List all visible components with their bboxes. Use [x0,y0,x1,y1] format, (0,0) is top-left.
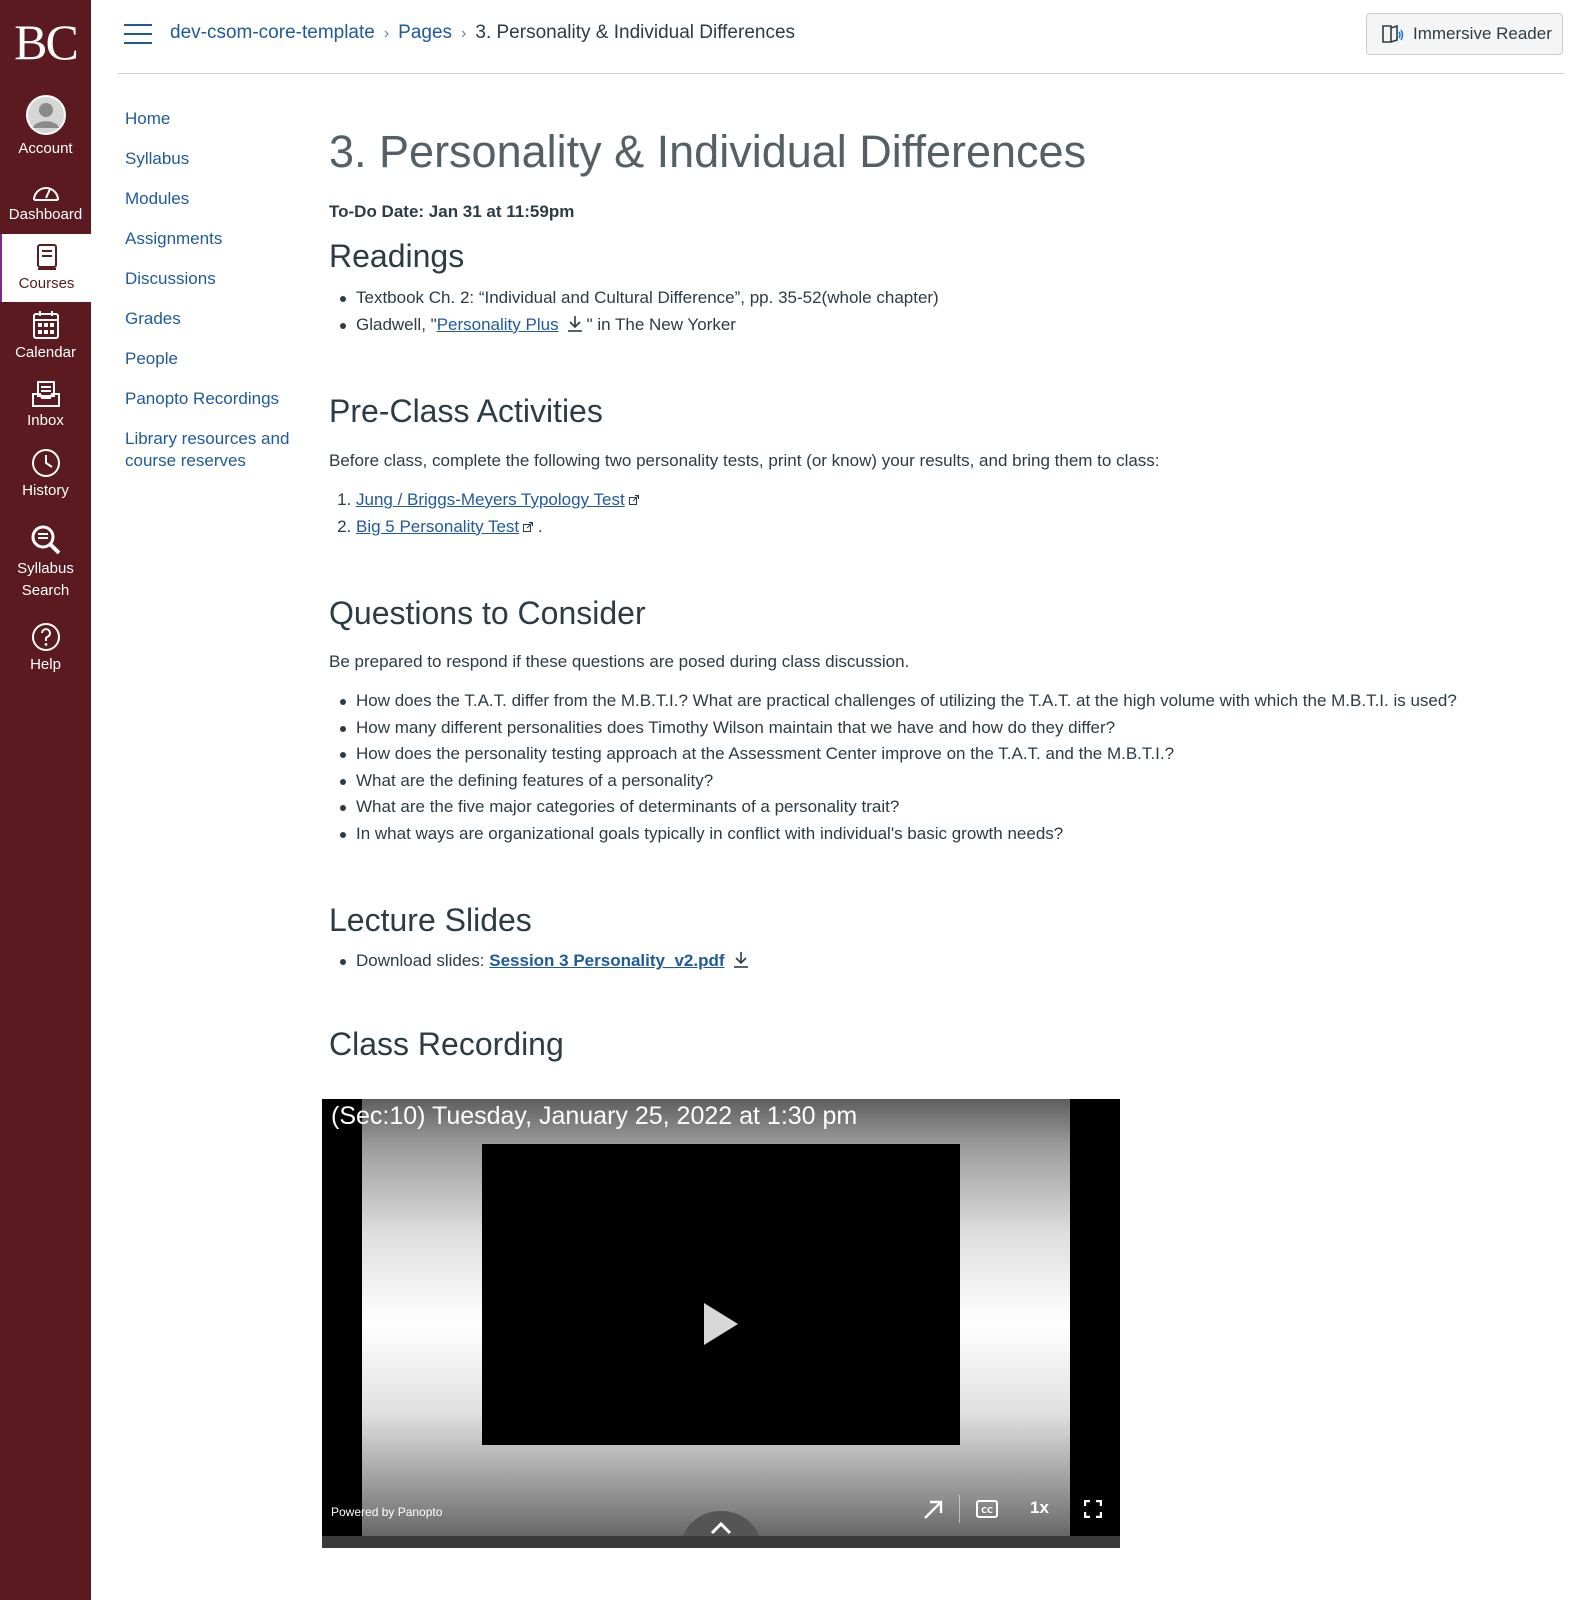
video-frame [482,1144,960,1445]
svg-text:CC: CC [981,1506,993,1515]
immersive-reader-icon [1381,24,1405,44]
immersive-reader-button[interactable] [1366,13,1563,55]
questions-intro: Be prepared to respond if these questions are posed during class discussion. [329,652,910,671]
course-nav-library[interactable]: Library resources and course reserves [125,429,290,470]
global-nav-inbox[interactable] [0,380,91,432]
breadcrumb-pages[interactable]: Pages [398,22,453,43]
chevron-right-icon: › [461,25,467,42]
list-item: How many different personalities does Timothy Wilson maintain that we have and how do they differ? [329,715,1559,742]
control-divider [959,1495,960,1523]
global-nav-label: Inbox [27,412,64,429]
history-icon [31,448,61,478]
global-nav-label: Syllabus Search [17,560,74,599]
list-item: What are the defining features of a personality? [329,768,1559,795]
list-item: How does the T.A.T. differ from the M.B.T.I.? What are practical challenges of utilizing the T.A.T. at the high volume with which the M.B.T.I. is used? [329,688,1559,715]
todo-date: To-Do Date: Jan 31 at 11:59pm [329,202,575,221]
global-nav-history[interactable] [0,448,91,502]
open-in-new-window-icon[interactable] [922,1499,944,1521]
questions-list [329,688,1559,847]
slides-list [329,948,1559,975]
course-nav-assignments[interactable]: Assignments [125,229,223,248]
course-navigation [125,108,300,490]
course-nav-panopto[interactable]: Panopto Recordings [125,389,280,408]
chevron-up-icon [710,1521,732,1535]
list-item: Gladwell, "Personality Plus " in The New Yorker [329,312,1559,339]
powered-by-panopto[interactable]: Powered by Panopto [331,1505,443,1519]
pre-class-heading: Pre-Class Activities [329,393,603,429]
chevron-right-icon: › [383,25,390,42]
big5-test-link[interactable]: Big 5 Personality Test [356,516,520,536]
pre-class-intro: Before class, complete the following two personality tests, print (or know) your results, and bring them to class: [329,451,1160,470]
course-nav-modules[interactable]: Modules [125,189,190,208]
external-link-icon [523,522,533,532]
global-nav-label: Courses [18,275,75,292]
help-icon [31,622,61,652]
global-nav-label: Help [30,656,61,673]
personality-plus-link[interactable]: Personality Plus [436,314,559,334]
header-divider [118,73,1564,74]
list-item: 2. Big 5 Personality Test . [356,514,1559,541]
class-recording-heading: Class Recording [329,1025,564,1062]
pre-class-list [329,487,1559,540]
courses-icon [35,243,59,271]
global-nav-label: Calendar [15,344,76,361]
institution-logo[interactable]: BC [14,14,77,70]
global-nav-syllabus-search[interactable] [0,524,91,602]
list-item: Download slides: Session 3 Personality_v2.pdf [329,948,1559,975]
immersive-reader-label: Immersive Reader [1413,24,1552,43]
course-nav-home[interactable]: Home [125,109,171,128]
list-item: Textbook Ch. 2: “Individual and Cultural Difference”, pp. 35-52(whole chapter) [329,285,1559,312]
global-nav-dashboard[interactable] [0,180,91,226]
fullscreen-icon[interactable] [1084,1500,1102,1518]
download-icon[interactable] [733,951,749,969]
closed-captions-icon[interactable] [976,1500,998,1518]
account-icon [25,94,67,136]
jung-test-link[interactable]: Jung / Briggs-Meyers Typology Test [356,490,625,509]
course-nav-syllabus[interactable]: Syllabus [125,149,190,168]
course-nav-discussions[interactable]: Discussions [125,269,216,288]
page-title: 3. Personality & Individual Differences [329,126,1087,177]
dashboard-icon [31,180,61,202]
slides-pdf-link[interactable]: Session 3 Personality_v2.pdf [489,951,725,970]
list-item: How does the personality testing approach at the Assessment Center improve on the T.A.T. and the M.B.T.I.? [329,741,1559,768]
global-navigation [0,0,91,1600]
playback-speed-button[interactable]: 1x [1030,1498,1049,1517]
list-item: In what ways are organizational goals typically in conflict with individual's basic growth needs? [329,821,1559,848]
course-nav-grades[interactable]: Grades [125,309,181,328]
breadcrumb-course[interactable]: dev-csom-core-template [170,22,375,43]
global-nav-courses[interactable] [0,234,91,302]
readings-list [329,285,1559,338]
video-title: (Sec:10) Tuesday, January 25, 2022 at 1:30 pm [331,1102,858,1130]
syllabus-search-icon [30,524,62,556]
global-nav-account[interactable] [0,94,91,160]
calendar-icon [32,310,60,340]
course-nav-people[interactable]: People [125,349,178,368]
list-item [356,487,1559,514]
global-nav-label: Account [18,140,73,157]
video-progress-bar[interactable] [322,1536,1120,1548]
readings-heading: Readings [329,238,465,274]
questions-heading: Questions to Consider [329,595,646,631]
global-nav-calendar[interactable] [0,310,91,364]
external-link-icon [629,495,639,505]
list-item: What are the five major categories of determinants of a personality trait? [329,794,1559,821]
global-nav-label: Dashboard [8,206,83,223]
panopto-video-player[interactable] [322,1099,1120,1548]
global-nav-label: History [22,482,69,499]
course-menu-toggle-button[interactable] [124,24,152,46]
download-icon[interactable] [567,315,583,333]
page-content [329,124,1559,1064]
breadcrumb-current: 3. Personality & Individual Differences [475,22,796,43]
global-nav-help[interactable] [0,622,91,676]
inbox-icon [31,380,61,408]
play-icon[interactable] [702,1303,738,1345]
lecture-slides-heading: Lecture Slides [329,902,532,938]
breadcrumb [170,22,795,44]
